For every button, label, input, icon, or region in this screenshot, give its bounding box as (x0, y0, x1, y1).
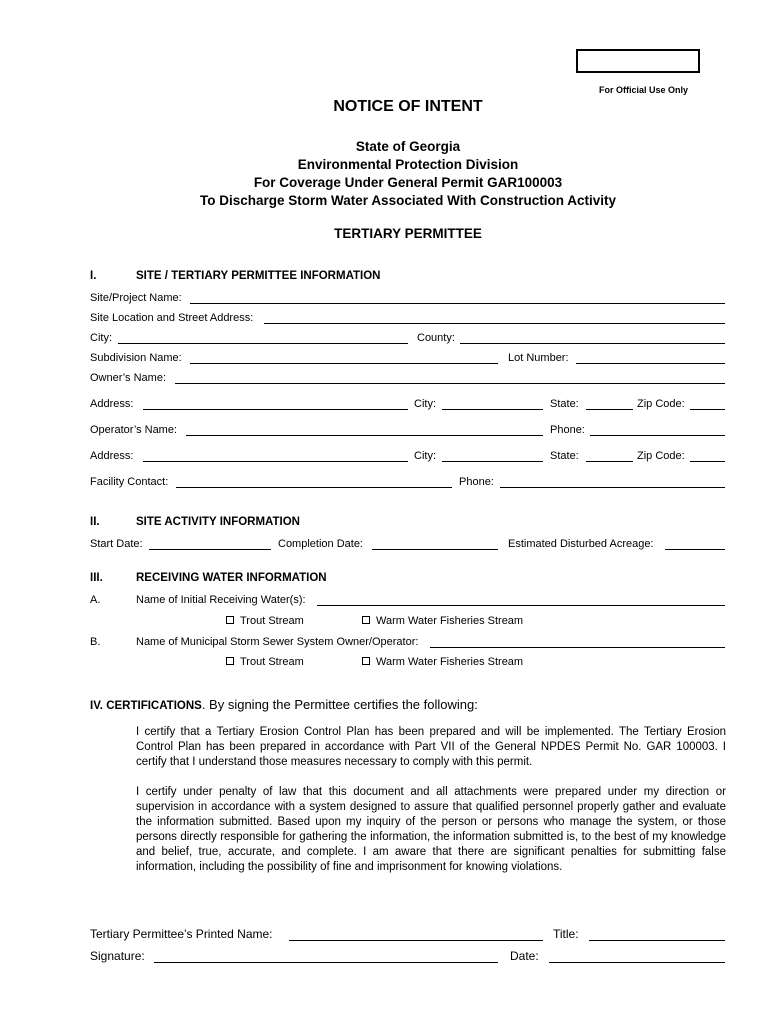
warm-water-checkbox-b[interactable] (362, 657, 370, 665)
subdivision-name-label: Subdivision Name: (90, 352, 182, 364)
facility-contact-field[interactable] (176, 487, 452, 488)
owner-city-label: City: (414, 398, 436, 410)
city-field[interactable] (118, 343, 408, 344)
completion-date-field[interactable] (372, 549, 498, 550)
section-2-number: II. (90, 516, 100, 528)
operator-state-label: State: (550, 450, 579, 462)
trout-stream-label-b: Trout Stream (240, 656, 304, 668)
owner-city-field[interactable] (442, 409, 543, 410)
printed-name-label: Tertiary Permittee’s Printed Name: (90, 927, 273, 941)
owners-name-label: Owner’s Name: (90, 372, 167, 384)
operator-city-label: City: (414, 450, 436, 462)
lot-number-label: Lot Number: (508, 352, 569, 364)
signature-label: Signature: (90, 949, 145, 963)
certification-paragraph-1: I certify that a Tertiary Erosion Control Plan has been prepared and will be implemented. The Tertiary Erosion Control Plan has been prepared in accordance with Part VII of the General NPDES Permit No. GAR 100003. I certify that I understand those measures necessary to comply with this permit. (136, 726, 726, 768)
permittee-type-heading: TERTIARY PERMITTEE (334, 226, 482, 241)
operator-address-field[interactable] (143, 461, 408, 462)
operators-name-field[interactable] (186, 435, 543, 436)
warm-water-label-b: Warm Water Fisheries Stream (376, 656, 524, 668)
operator-address-label: Address: (90, 450, 134, 462)
facility-contact-label: Facility Contact: (90, 476, 169, 488)
site-project-name-field[interactable] (190, 303, 725, 304)
trout-stream-label-a: Trout Stream (240, 615, 304, 627)
owners-name-field[interactable] (175, 383, 725, 384)
section-1-title: SITE / TERTIARY PERMITTEE INFORMATION (136, 270, 381, 282)
subtitle-line-4: To Discharge Storm Water Associated With Construction Activity (200, 193, 616, 208)
official-use-box[interactable] (576, 49, 700, 73)
site-location-field[interactable] (264, 323, 725, 324)
owner-zip-label: Zip Code: (637, 398, 685, 410)
item-b-label: B. (90, 636, 101, 648)
owner-address-field[interactable] (143, 409, 408, 410)
section-3-title: RECEIVING WATER INFORMATION (136, 572, 327, 584)
initial-receiving-water-field[interactable] (317, 605, 725, 606)
warm-water-label-a: Warm Water Fisheries Stream (376, 615, 524, 627)
trout-stream-option-a[interactable] (226, 615, 304, 627)
acreage-label: Estimated Disturbed Acreage: (508, 538, 654, 550)
warm-water-option-b[interactable] (362, 656, 523, 668)
start-date-field[interactable] (149, 549, 271, 550)
certifications-title: IV. CERTIFICATIONS (90, 700, 202, 712)
subtitle-line-2: Environmental Protection Division (297, 157, 519, 172)
item-a-label: A. (90, 594, 101, 606)
operators-name-label: Operator’s Name: (90, 424, 178, 436)
trout-stream-option-b[interactable] (226, 656, 304, 668)
county-field[interactable] (460, 343, 725, 344)
operator-zip-field[interactable] (690, 461, 725, 462)
page-title: NOTICE OF INTENT (333, 98, 483, 115)
trout-stream-checkbox-b[interactable] (226, 657, 234, 665)
official-use-label: For Official Use Only (598, 85, 688, 95)
certifications-heading (90, 697, 478, 712)
city-label: City: (90, 332, 112, 344)
certifications-intro: . By signing the Permittee certifies the following: (201, 697, 478, 712)
title-field[interactable] (589, 940, 725, 941)
completion-date-label: Completion Date: (278, 538, 363, 550)
operator-phone-field[interactable] (590, 435, 725, 436)
start-date-label: Start Date: (90, 538, 143, 550)
signature-field[interactable] (154, 962, 498, 963)
date-field[interactable] (549, 962, 725, 963)
warm-water-option-a[interactable] (362, 615, 523, 627)
printed-name-field[interactable] (289, 940, 543, 941)
owner-zip-field[interactable] (690, 409, 725, 410)
site-location-label: Site Location and Street Address: (90, 312, 254, 324)
facility-phone-field[interactable] (500, 487, 725, 488)
storm-sewer-owner-field[interactable] (430, 647, 725, 648)
certification-paragraph-2: I certify under penalty of law that this document and all attachments were prepared under my direction or supervision in accordance with a system designed to assure that qualified personnel properly gather and evaluate the information submitted. Based upon my inquiry of the person or persons who manage the system, or those persons directly responsible for gathering the information, the information submitted is, to the best of my knowledge and belief, true, accurate, and complete. I am aware that there are significant penalties for submitting false information, including the possibility of fine and imprisonment for knowing violations. (136, 786, 726, 873)
owner-state-label: State: (550, 398, 579, 410)
owner-address-label: Address: (90, 398, 134, 410)
title-label: Title: (553, 927, 579, 941)
section-2-title: SITE ACTIVITY INFORMATION (136, 516, 300, 528)
subdivision-name-field[interactable] (190, 363, 498, 364)
date-label: Date: (510, 949, 539, 963)
operator-phone-label: Phone: (550, 424, 585, 436)
facility-phone-label: Phone: (459, 476, 494, 488)
storm-sewer-owner-label: Name of Municipal Storm Sewer System Owner/Operator: (136, 636, 419, 648)
subtitle-line-3: For Coverage Under General Permit GAR100003 (253, 175, 563, 190)
owner-state-field[interactable] (586, 409, 633, 410)
section-1-number: I. (90, 270, 97, 282)
site-project-name-label: Site/Project Name: (90, 292, 182, 304)
operator-zip-label: Zip Code: (637, 450, 685, 462)
section-3-number: III. (90, 572, 103, 584)
acreage-field[interactable] (665, 549, 725, 550)
operator-state-field[interactable] (586, 461, 633, 462)
lot-number-field[interactable] (576, 363, 725, 364)
warm-water-checkbox-a[interactable] (362, 616, 370, 624)
operator-city-field[interactable] (442, 461, 543, 462)
subtitle-line-1: State of Georgia (355, 139, 461, 154)
county-label: County: (417, 332, 455, 344)
trout-stream-checkbox-a[interactable] (226, 616, 234, 624)
initial-receiving-water-label: Name of Initial Receiving Water(s): (136, 594, 306, 606)
